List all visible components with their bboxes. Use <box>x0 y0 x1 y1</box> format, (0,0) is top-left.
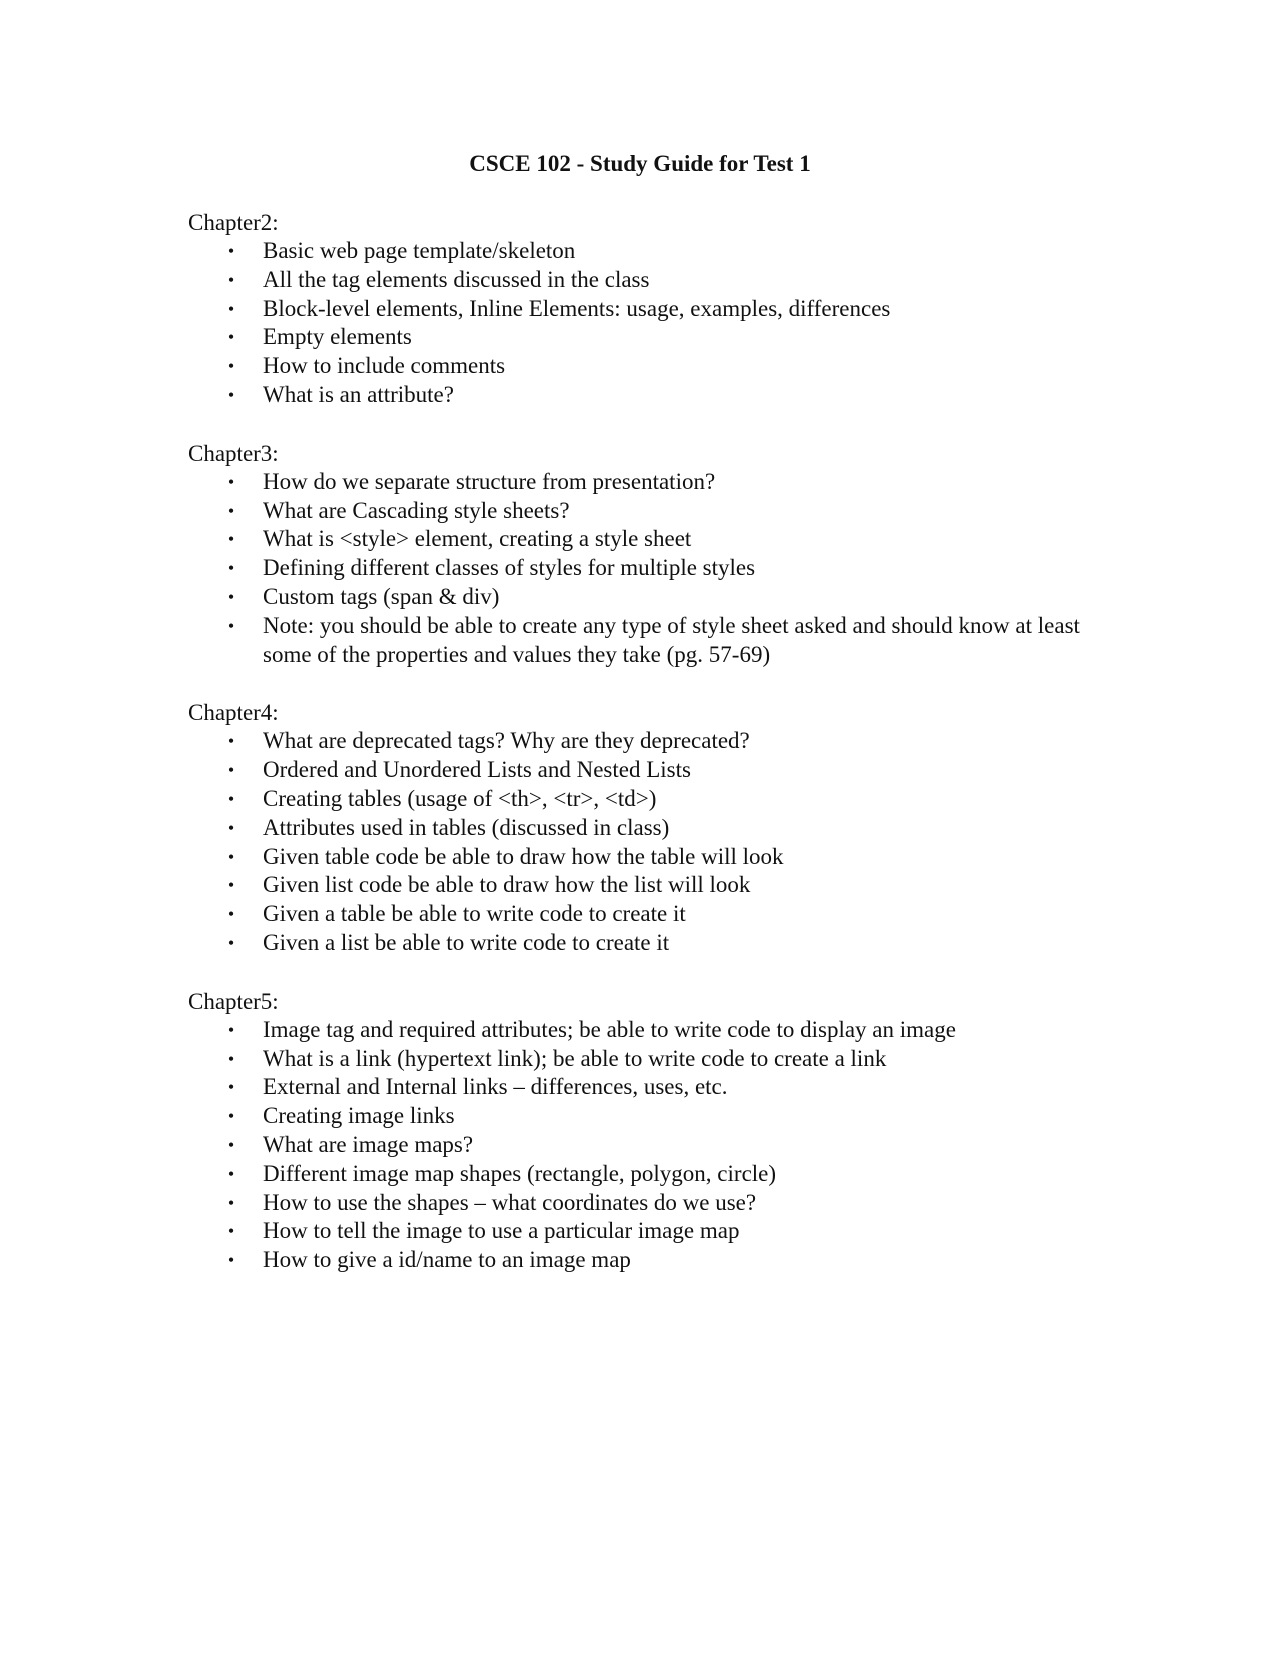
list-item <box>188 1073 1088 1102</box>
bullet-icon: • <box>227 731 235 752</box>
bullet-icon: • <box>227 1077 235 1098</box>
list-item-text: How to use the shapes – what coordinates do we use? <box>263 1189 757 1215</box>
sections-container <box>188 208 1088 1304</box>
list-item-text: What is a link (hypertext link); be able to write code to create a link <box>263 1045 887 1071</box>
bullet-icon: • <box>227 788 235 809</box>
list-item-text: How to include comments <box>263 353 506 379</box>
list-item-text: How to give a id/name to an image map <box>263 1247 631 1273</box>
section-chapter <box>188 439 1088 670</box>
list-item-text: Given table code be able to draw how the table will look <box>263 843 784 869</box>
list-item <box>188 583 1088 612</box>
list-item <box>188 554 1088 583</box>
list-item-text: Given a list be able to write code to create it <box>263 929 670 955</box>
bullet-icon: • <box>227 558 235 579</box>
bullet-icon: • <box>227 241 235 261</box>
list-item <box>188 1189 1088 1218</box>
list-item-text: What are image maps? <box>263 1131 474 1157</box>
bullet-icon: • <box>227 846 235 867</box>
list-item <box>188 843 1088 872</box>
list-item <box>188 381 1088 410</box>
section-chapter <box>188 208 1088 410</box>
bullet-icon: • <box>227 615 235 636</box>
list-item-text: What are deprecated tags? Why are they deprecated? <box>263 728 750 754</box>
list-item <box>188 497 1088 526</box>
list-item-text: Empty elements <box>263 324 412 350</box>
list-item <box>188 929 1088 958</box>
list-item-text: Custom tags (span & div) <box>263 583 500 609</box>
list-item <box>188 1246 1088 1275</box>
list-item <box>188 295 1088 324</box>
list-item-text: Given list code be able to draw how the list will look <box>263 872 751 898</box>
bullet-icon: • <box>227 471 235 492</box>
bullet-list <box>188 727 1088 957</box>
list-item <box>188 468 1088 497</box>
section-chapter <box>188 698 1088 957</box>
list-item-text: All the tag elements discussed in the class <box>263 266 650 292</box>
bullet-icon: • <box>227 1019 235 1040</box>
bullet-icon: • <box>227 1106 235 1127</box>
list-item <box>188 1131 1088 1160</box>
list-item-text: What are Cascading style sheets? <box>263 497 570 523</box>
bullet-icon: • <box>227 1250 235 1271</box>
list-item <box>188 900 1088 929</box>
list-item <box>188 525 1088 554</box>
list-item-text: How to tell the image to use a particular image map <box>263 1218 740 1244</box>
section-heading: Chapter2: <box>188 210 279 235</box>
list-item <box>188 756 1088 785</box>
list-item-text: Given a table be able to write code to create it <box>263 901 686 927</box>
list-item-text: Defining different classes of styles for multiple styles <box>263 555 756 581</box>
list-item <box>188 1217 1088 1246</box>
section-heading: Chapter5: <box>188 988 279 1014</box>
bullet-icon: • <box>227 1134 235 1155</box>
bullet-icon: • <box>227 1048 235 1069</box>
list-item <box>188 1016 1088 1045</box>
list-item <box>188 785 1088 814</box>
list-item <box>188 1045 1088 1074</box>
document-title: CSCE 102 - Study Guide for Test 1 <box>469 151 811 176</box>
bullet-icon: • <box>227 586 235 607</box>
bullet-icon: • <box>227 529 235 550</box>
section-heading: Chapter4: <box>188 700 279 726</box>
bullet-icon: • <box>227 875 235 896</box>
list-item-text: Creating image links <box>263 1103 455 1129</box>
list-item <box>188 727 1088 756</box>
list-item-text: Attributes used in tables (discussed in class) <box>263 814 670 840</box>
list-item <box>188 237 1088 266</box>
list-item-text: Creating tables (usage of <th>, <tr>, <td>) <box>263 785 657 811</box>
bullet-icon: • <box>227 298 235 319</box>
bullet-icon: • <box>227 327 235 348</box>
list-item-text: Different image map shapes (rectangle, polygon, circle) <box>263 1160 777 1186</box>
bullet-list <box>188 1016 1088 1275</box>
list-item <box>188 266 1088 295</box>
section-heading: Chapter3: <box>188 440 279 466</box>
list-item-text: What is <style> element, creating a style sheet <box>263 526 692 552</box>
bullet-icon: • <box>227 269 235 290</box>
list-item-text: Ordered and Unordered Lists and Nested Lists <box>263 757 691 783</box>
bullet-icon: • <box>227 384 235 405</box>
list-item-text: Note: you should be able to create any type of style sheet asked and should know at least some of the properties and values they take (pg. 57-69) <box>263 612 1080 667</box>
bullet-icon: • <box>227 1163 235 1184</box>
list-item-text: How do we separate structure from presentation? <box>263 468 716 494</box>
bullet-icon: • <box>227 932 235 953</box>
bullet-list <box>188 237 1088 410</box>
bullet-list <box>188 468 1088 670</box>
list-item-text: Block-level elements, Inline Elements: usage, examples, differences <box>263 295 891 321</box>
list-item-text: External and Internal links – differences, uses, etc. <box>263 1074 728 1100</box>
list-item <box>188 871 1088 900</box>
list-item <box>188 323 1088 352</box>
bullet-icon: • <box>227 500 235 521</box>
list-item <box>188 1160 1088 1189</box>
bullet-icon: • <box>227 760 235 781</box>
section-chapter <box>188 987 1088 1275</box>
list-item-text: Basic web page template/skeleton <box>263 238 576 263</box>
list-item-text: Image tag and required attributes; be able to write code to display an image <box>263 1016 956 1042</box>
bullet-icon: • <box>227 1192 235 1213</box>
bullet-icon: • <box>227 904 235 925</box>
list-item-text: What is an attribute? <box>263 381 454 407</box>
list-item <box>188 1102 1088 1131</box>
list-item <box>188 352 1088 381</box>
bullet-icon: • <box>227 817 235 838</box>
list-item <box>188 612 1088 670</box>
bullet-icon: • <box>227 356 235 377</box>
bullet-icon: • <box>227 1221 235 1242</box>
list-item <box>188 814 1088 843</box>
